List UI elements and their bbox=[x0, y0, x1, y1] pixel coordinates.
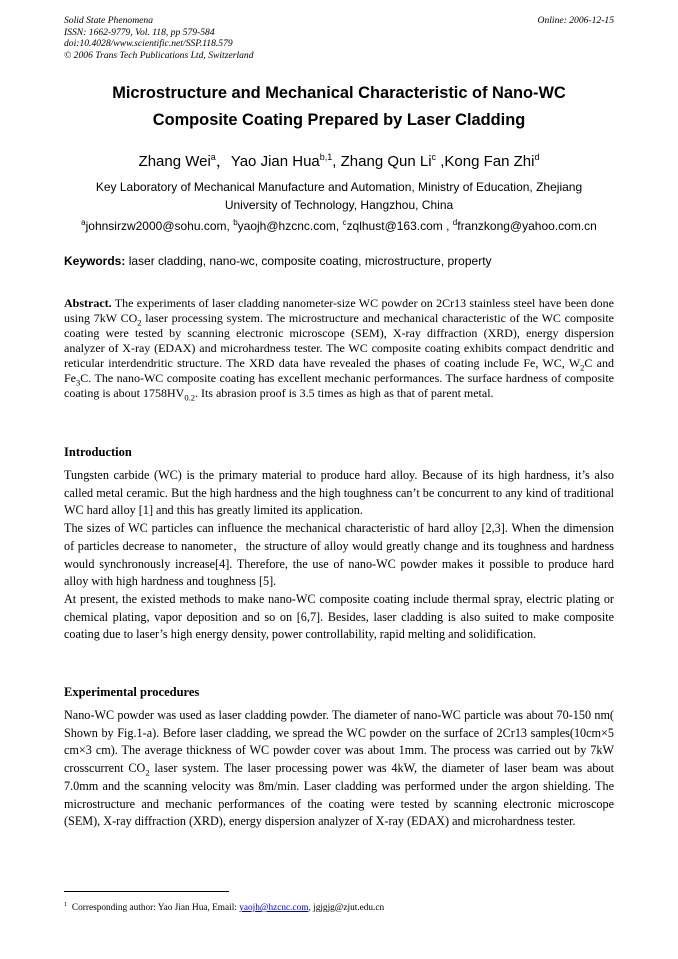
author-marker: a bbox=[210, 152, 216, 162]
title-line-2: Composite Coating Prepared by Laser Cladding bbox=[152, 111, 526, 129]
subscript: 2 bbox=[580, 362, 585, 373]
author-name: Yao Jian Hua bbox=[230, 153, 320, 170]
introduction-paragraph: The sizes of WC particles can influence the mechanical characteristic of hard alloy [2,3]. When the dimension of particles decrease to nanometer，the structure of alloy would greatly change and its toughness and hardness would synchronously increase[4]. Therefore, the use of nano-WC powder makes it possible to produce hard alloy with high hardness and toughness [5]. bbox=[64, 521, 614, 589]
abstract-text: C. The nano-WC composite coating has excellent mechanic performances. The surface hardness of composite coating is about 1758HV bbox=[64, 371, 614, 400]
subscript: 2 bbox=[137, 317, 142, 328]
author-separator: ， bbox=[215, 153, 231, 170]
experimental-text: laser system. The laser processing power was 4kW, the diameter of laser beam was about 7.0mm and the scanning velocity was 8m/min. Laser cladding was performed under the argon shielding. The microstructure and mechanic performances of the coating were tested by scanning electronic microscope (SEM), X-ray diffraction (XRD), energy dispersion analyzer of X-ray (EDAX) and microhardness tester. bbox=[64, 761, 614, 829]
footnote bbox=[64, 899, 384, 914]
journal-header bbox=[64, 15, 254, 61]
footnote-divider bbox=[64, 891, 229, 892]
section-heading-introduction: Introduction bbox=[64, 445, 132, 459]
subscript: 2 bbox=[145, 767, 150, 778]
experimental-body bbox=[64, 707, 614, 831]
author-separator: , bbox=[332, 153, 341, 170]
doi-line: doi:10.4028/www.scientific.net/SSP.118.579 bbox=[64, 38, 233, 50]
author-marker: b,1 bbox=[319, 152, 333, 162]
abstract-text: C and Fe bbox=[64, 356, 614, 385]
abstract-paragraph bbox=[64, 296, 614, 401]
issn-line: ISSN: 1662-9779, Vol. 118, pp 579-584 bbox=[64, 26, 215, 38]
keywords-label: Keywords: bbox=[64, 254, 126, 268]
author-name: Kong Fan Zhi bbox=[444, 153, 535, 170]
introduction-body bbox=[64, 467, 614, 644]
section-heading-experimental: Experimental procedures bbox=[64, 685, 200, 699]
author-separator: , bbox=[436, 153, 445, 170]
title-line-1: Microstructure and Mechanical Characteristic of Nano-WC bbox=[112, 84, 566, 102]
subscript: 0.2 bbox=[184, 392, 195, 403]
abstract-label: Abstract. bbox=[64, 296, 112, 310]
email-marker: a bbox=[81, 218, 86, 227]
introduction-paragraph: At present, the existed methods to make nano-WC composite coating include thermal spray, electric plating or chemical plating, vapor deposition and so on [6,7]. Besides, laser cladding is also suited to make composite coating due to laser’s high energy density, power controllability, rapid melting and solidification. bbox=[64, 591, 614, 642]
email-marker: b bbox=[233, 218, 238, 227]
abstract-text: . Its abrasion proof is 3.5 times as high as that of parent metal. bbox=[194, 386, 494, 400]
author-email: johnsirzw2000@sohu.com, bbox=[85, 219, 234, 233]
experimental-paragraph bbox=[64, 707, 614, 831]
author-marker: d bbox=[534, 152, 540, 162]
subscript: 3 bbox=[76, 377, 81, 388]
email-link[interactable]: yaojh@hzcnc.com bbox=[239, 903, 309, 914]
paper-title bbox=[40, 80, 638, 134]
author-list bbox=[40, 150, 638, 171]
journal-name: Solid State Phenomena bbox=[64, 15, 153, 26]
email-marker: c bbox=[342, 218, 347, 227]
copyright-line: © 2006 Trans Tech Publications Ltd, Switzerland bbox=[64, 49, 254, 61]
affiliation-line-1: Key Laboratory of Mechanical Manufacture and Automation, Ministry of Education, Zhejiang bbox=[95, 180, 583, 194]
author-emails bbox=[40, 214, 638, 236]
footnote-text: Corresponding author: Yao Jian Hua, Email: bbox=[71, 903, 240, 914]
abstract-text: The experiments of laser cladding nanometer-size WC powder on 2Cr13 stainless steel have been done using 7kW CO bbox=[64, 296, 614, 325]
footnote-marker: 1 bbox=[64, 901, 68, 908]
author-marker: c bbox=[431, 152, 437, 162]
author-email: zqlhust@163.com , bbox=[346, 219, 453, 233]
author-name: Zhang Qun Li bbox=[340, 153, 432, 170]
abstract-text: laser processing system. The microstructure and mechanical characteristic of the WC composite coating were tested by scanning electronic microscope (SEM), X-ray diffraction (XRD), energy dispersion analyzer of X-ray (EDAX) and microhardness tester. The WC composite coating exhibits compact dendritic and reticular interdendritic structure. The XRD data have revealed the phases of coating include Fe, WC, W bbox=[64, 311, 614, 370]
footnote-tail: , jgjgjg@zjut.edu.cn bbox=[308, 903, 385, 914]
affiliation bbox=[40, 179, 638, 236]
abstract bbox=[64, 296, 614, 401]
affiliation-line-2: University of Technology, Hangzhou, China bbox=[224, 197, 454, 212]
online-date: Online: 2006-12-15 bbox=[537, 15, 614, 26]
keywords bbox=[64, 253, 624, 269]
keywords-text: laser cladding, nano-wc, composite coating, microstructure, property bbox=[125, 254, 492, 268]
author-name: Zhang Wei bbox=[138, 153, 211, 170]
author-email: yaojh@hzcnc.com, bbox=[237, 219, 343, 233]
introduction-paragraph: Tungsten carbide (WC) is the primary material to produce hard alloy. Because of its high hardness, it’s also called metal ceramic. But the high hardness and the high toughness can’t be concurrent to any kind of traditional WC hard alloy [1] and this has greatly limited its application. bbox=[64, 468, 614, 518]
email-marker: d bbox=[452, 218, 458, 227]
author-email: franzkong@yahoo.com.cn bbox=[457, 219, 597, 233]
experimental-text: Nano-WC powder was used as laser cladding powder. The diameter of nano-WC particle was about 70-150 nm( Shown by Fig.1-a). Before laser cladding, we spread the WC powder on the surface of 2Cr13 samples(10cm×5 cm×3 cm). The average thickness of WC powder cover was about 1mm. The process was carried out by 7kW crosscurrent CO bbox=[64, 708, 614, 776]
